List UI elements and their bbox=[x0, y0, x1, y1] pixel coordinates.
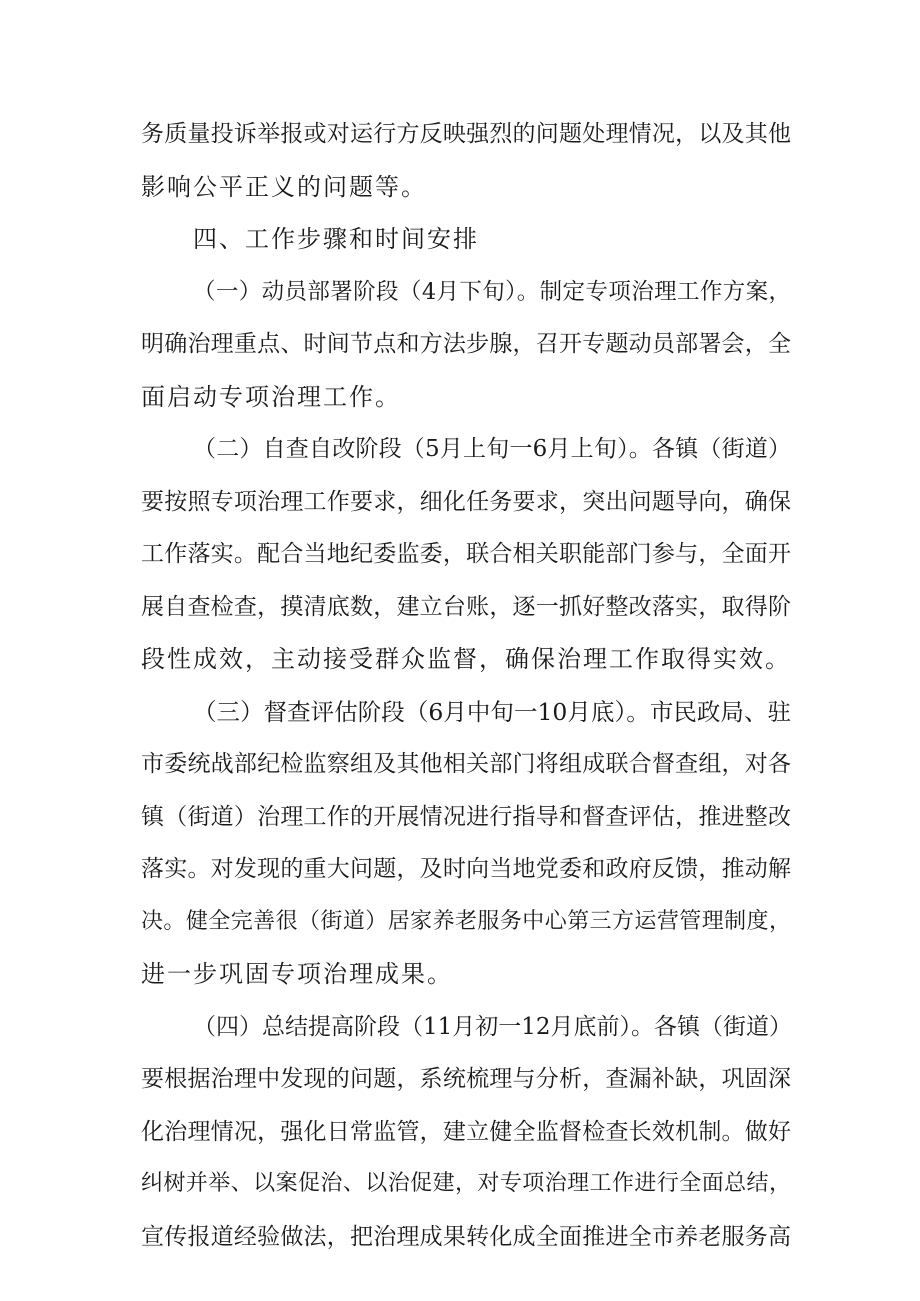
body-line: 要根据治理中发现的问题，系统梳理与分析，查漏补缺，巩固深 bbox=[141, 1066, 791, 1092]
body-line: 要按照专项治理工作要求，细化任务要求，突出问题导向，确保 bbox=[141, 488, 791, 515]
document-body bbox=[141, 108, 791, 1263]
stage-1-first-line: （一）动员部署阶段（4月下旬）。制定专项治理工作方案， bbox=[193, 278, 791, 305]
stage-4-first-line: （四）总结提高阶段（11月初一12月底前）。各镇（街道） bbox=[193, 1013, 793, 1040]
body-line: 落实。对发现的重大问题，及时向当地党委和政府反馈，推动解 bbox=[141, 856, 791, 882]
body-line: 务质量投诉举报或对运行方反映强烈的问题处理情况，以及其他 bbox=[141, 121, 791, 147]
body-line: 纠树并举、以案促治、以治促建，对专项治理工作进行全面总结， bbox=[141, 1171, 791, 1196]
body-line: 进一步巩固专项治理成果。 bbox=[141, 960, 453, 988]
body-line: 面启动专项治理工作。 bbox=[141, 382, 401, 411]
body-line: 化治理情况，强化日常监管，建立健全监督检查长效机制。做好 bbox=[141, 1118, 791, 1145]
stage-2-first-line: （二）自查自改阶段（5月上旬一6月上旬）。各镇（街道） bbox=[193, 436, 791, 462]
stage-3-first-line: （三）督查评估阶段（6月中旬一10月底）。市民政局、驻 bbox=[193, 697, 791, 726]
body-line: 宣传报道经验做法，把治理成果转化成全面推进全市养老服务高 bbox=[141, 1223, 791, 1250]
body-line: 工作落实。配合当地纪委监委，联合相关职能部门参与，全面开 bbox=[141, 541, 791, 567]
body-line: 展自查检查，摸清底数，建立台账，逐一抓好整改落实，取得阶 bbox=[141, 593, 791, 620]
section-heading: 四、工作步骤和时间安排 bbox=[193, 225, 479, 253]
body-line: 段性成效，主动接受群众监督，确保治理工作取得实效。 bbox=[141, 645, 791, 673]
body-line: 镇（街道）治理工作的开展情况进行指导和督查评估，推进整改 bbox=[141, 803, 791, 830]
body-line: 市委统战部纪检监察组及其他相关部门将组成联合督查组，对各 bbox=[141, 751, 791, 777]
body-line: 明确治理重点、时间节点和方法步腺，召开专题动员部署会，全 bbox=[141, 331, 791, 357]
body-line: 影响公平正义的问题等。 bbox=[141, 172, 427, 201]
body-line: 决。健全完善很（街道）居家养老服务中心第三方运营管理制度， bbox=[141, 908, 791, 934]
